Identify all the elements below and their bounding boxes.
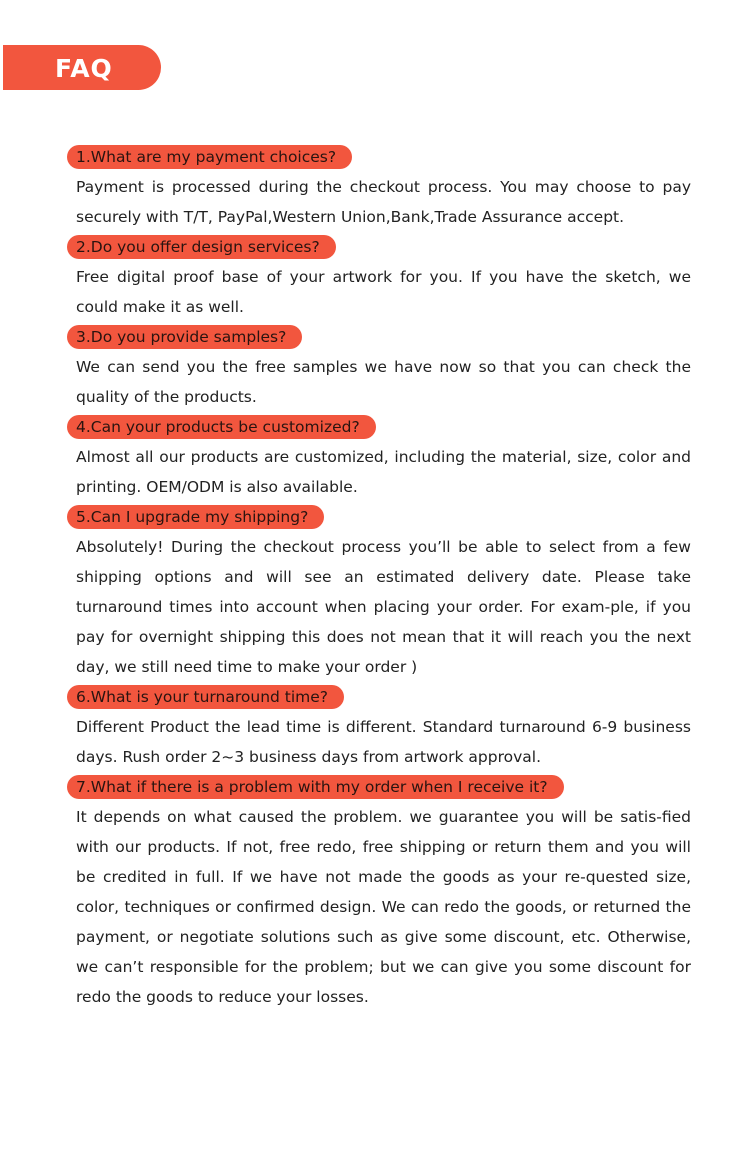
faq-title-badge bbox=[3, 45, 161, 90]
faq-question-5: 5.Can I upgrade my shipping? bbox=[67, 505, 324, 529]
faq-item-7 bbox=[67, 775, 691, 1012]
faq-question-1: 1.What are my payment choices? bbox=[67, 145, 352, 169]
faq-list bbox=[67, 145, 691, 1015]
faq-item-1 bbox=[67, 145, 691, 232]
faq-item-5 bbox=[67, 505, 691, 682]
faq-question-3: 3.Do you provide samples? bbox=[67, 325, 302, 349]
faq-answer-1: Payment is processed during the checkout process. You may choose to pay securely with T/T, PayPal,Western Union,Bank,Trade Assurance accept. bbox=[76, 178, 691, 226]
faq-item-2 bbox=[67, 235, 691, 322]
faq-item-6 bbox=[67, 685, 691, 772]
faq-answer-4: Almost all our products are customized, including the material, size, color and printing. OEM/ODM is also available. bbox=[76, 448, 691, 496]
faq-question-4: 4.Can your products be customized? bbox=[67, 415, 376, 439]
faq-title: FAQ bbox=[55, 54, 113, 83]
faq-answer-3: We can send you the free samples we have now so that you can check the quality of the products. bbox=[76, 358, 691, 406]
faq-answer-2: Free digital proof base of your artwork for you. If you have the sketch, we could make it as well. bbox=[76, 268, 691, 316]
faq-answer-7: It depends on what caused the problem. we guarantee you will be satis-fied with our products. If not, free redo, free shipping or return them and you will be credited in full. If we have not made the goods as your re-quested size, color, techniques or confirmed design. We can redo the goods, or returned the payment, or negotiate solutions such as give some discount, etc. Otherwise, we can’t responsible for the problem; but we can give you some discount for redo the goods to reduce your losses. bbox=[76, 808, 691, 1006]
faq-item-3 bbox=[67, 325, 691, 412]
faq-answer-5: Absolutely! During the checkout process you’ll be able to select from a few shipping options and will see an estimated delivery date. Please take turnaround times into account when placing your order. For exam-ple, if you pay for overnight shipping this does not mean that it will reach you the next day, we still need time to make your order ) bbox=[76, 538, 691, 676]
faq-question-7: 7.What if there is a problem with my order when I receive it? bbox=[67, 775, 564, 799]
faq-answer-6: Different Product the lead time is different. Standard turnaround 6-9 business days. Rush order 2~3 business days from artwork approval. bbox=[76, 718, 691, 766]
faq-question-6: 6.What is your turnaround time? bbox=[67, 685, 344, 709]
faq-item-4 bbox=[67, 415, 691, 502]
faq-question-2: 2.Do you offer design services? bbox=[67, 235, 336, 259]
